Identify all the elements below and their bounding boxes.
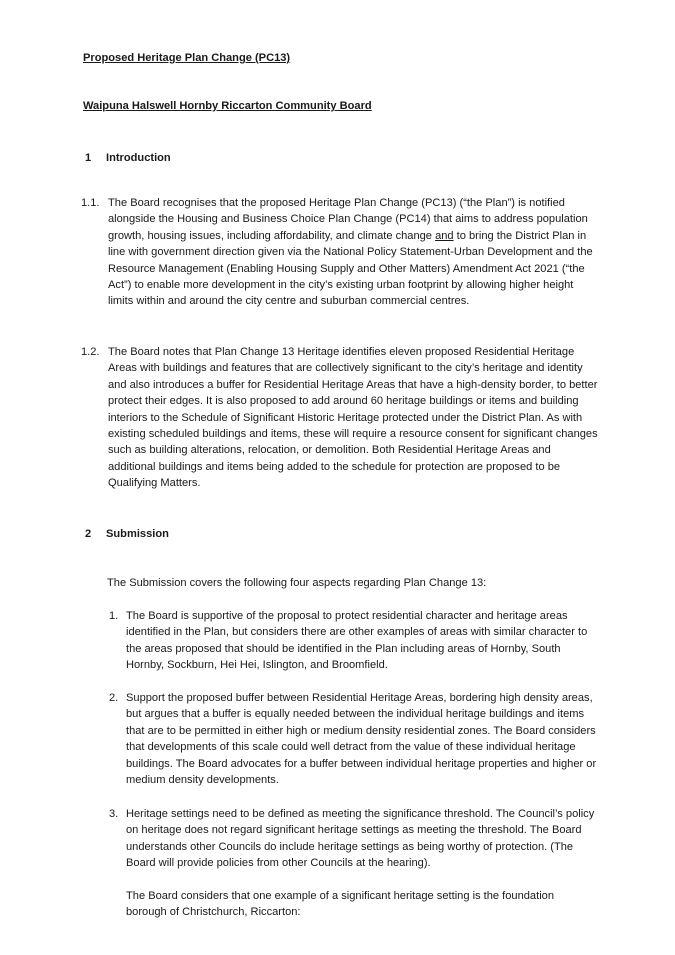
list-item-number: 3. xyxy=(109,808,119,820)
submission-closing-text: The Board considers that one example of a significant heritage setting is the foundation borough of Christchurch, Riccarton: xyxy=(126,890,554,919)
section-number: 1 xyxy=(85,152,92,164)
paragraph-text: The Board recognises that the proposed Heritage Plan Change (PC13) (“the Plan”) is notified alongside the Housing and Business Choice Plan Change (PC14) that aims to address population growth, housing issues, including affordability, and climate change xyxy=(108,197,588,242)
section-heading-submission xyxy=(85,526,169,542)
paragraph-text: The Board notes that Plan Change 13 Heritage identifies eleven proposed Residential Heritage Areas with buildings and features that are collectively significant to the city’s heritage and identity and also introduces a buffer for Residential Heritage Areas that have a high-density border, to better protect their edges. It is also proposed to add around 60 heritage buildings or items and building interiors to the Schedule of Significant Historic Heritage protected under the District Plan. As with existing scheduled buildings and items, these will require a resource consent for significant changes such as building alterations, relocation, or demolition. Both Residential Heritage Areas and additional buildings and items being added to the schedule for protection are proposed to be Qualifying Matters. xyxy=(108,346,598,490)
paragraph-number: 1.1. xyxy=(81,197,100,209)
section-number: 2 xyxy=(85,528,92,540)
paragraph-1-1 xyxy=(81,195,600,310)
list-item xyxy=(109,608,600,674)
list-item-text: Heritage settings need to be defined as meeting the significance threshold. The Council’s policy on heritage does not regard significant heritage settings as meeting the threshold. The Board understands other Councils do include heritage settings as being worthy of protection. (The Board will provide policies from other Councils at the hearing). xyxy=(126,808,595,870)
paragraph-1-2 xyxy=(81,344,600,492)
document-title: Proposed Heritage Plan Change (PC13) xyxy=(83,52,291,64)
list-item xyxy=(109,690,600,788)
section-title: Introduction xyxy=(106,152,171,164)
section-heading-introduction xyxy=(85,150,171,166)
underlined-word: and xyxy=(435,229,454,242)
community-board-heading: Waipuna Halswell Hornby Riccarton Community Board xyxy=(83,100,372,112)
paragraph-text-continued: to bring the District Plan in line with government direction given via the National Policy Statement-Urban Development and the Resource Management (Enabling Housing Supply and Other Matters) Amendment Act 2021 (“the Act”) to enable more development in the city’s existing urban footprint by allowing higher height limits within and around the city centre and suburban commercial centres. xyxy=(108,229,593,308)
list-item-number: 1. xyxy=(109,610,119,622)
list-item xyxy=(109,806,602,872)
list-item-text: Support the proposed buffer between Residential Heritage Areas, bordering high density areas, but argues that a buffer is equally needed between the individual heritage buildings and items that are to be permitted in either high or medium density residential zones. The Board considers that developments of this scale could well detract from the value of these individual heritage buildings. The Board advocates for a buffer between individual heritage properties and higher or medium density developments. xyxy=(126,692,597,787)
paragraph-number: 1.2. xyxy=(81,346,100,358)
section-title: Submission xyxy=(106,528,169,540)
list-item-text: The Board is supportive of the proposal to protect residential character and heritage areas identified in the Plan, but considers there are other examples of areas with similar character to the areas proposed that should be identified in the Plan including areas of Hornby, South Hornby, Sockburn, Hei Hei, Islington, and Broomfield. xyxy=(126,610,588,672)
submission-lead-text: The Submission covers the following four aspects regarding Plan Change 13: xyxy=(107,577,487,589)
list-item-number: 2. xyxy=(109,692,119,704)
